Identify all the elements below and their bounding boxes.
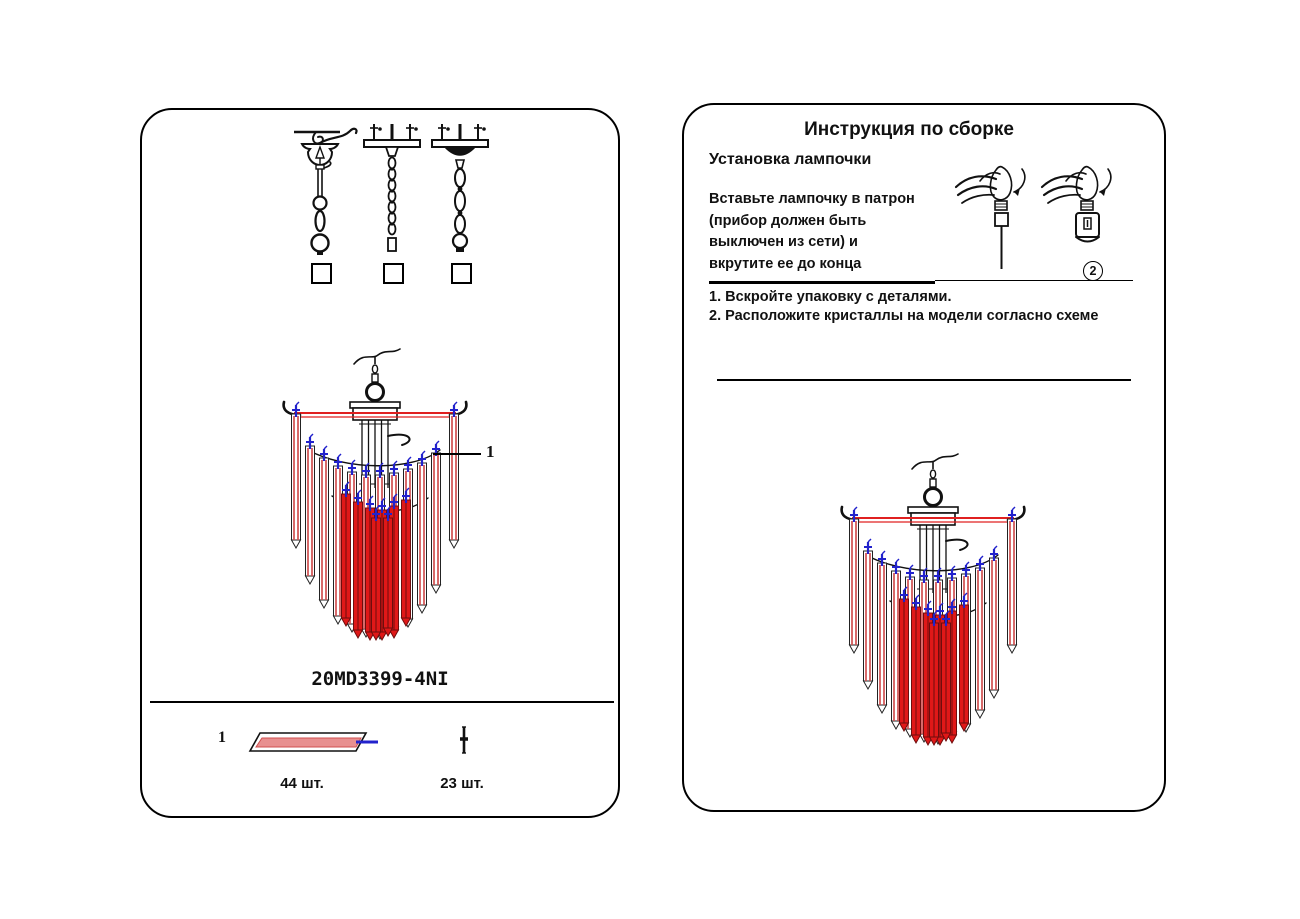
bracket-dome-chain-mount-illustration bbox=[420, 116, 500, 258]
right-page-panel bbox=[682, 103, 1166, 812]
insert-bulb-hand-illustration bbox=[950, 161, 1040, 279]
paragraph-line: Вставьте лампочку в патрон bbox=[709, 191, 915, 207]
figure-step-2-marker: 2 bbox=[1083, 261, 1103, 281]
section-heading: Установка лампочки bbox=[709, 151, 872, 168]
pin-part-illustration bbox=[454, 721, 474, 759]
paragraph-line: выключен из сети) и bbox=[709, 234, 858, 250]
parts-divider-line bbox=[150, 701, 614, 703]
screw-bulb-hand-illustration bbox=[1036, 161, 1126, 279]
instruction-paragraph bbox=[709, 189, 959, 275]
chandelier-diagram bbox=[274, 348, 474, 648]
hook-canopy-mount-illustration bbox=[280, 116, 360, 258]
mount-option-checkbox-2 bbox=[383, 263, 404, 284]
page-title: Инструкция по сборке bbox=[804, 119, 1014, 140]
assembly-step: 1. Вскройте упаковку с деталями. bbox=[709, 289, 952, 305]
paragraph-line: (прибор должен быть bbox=[709, 212, 867, 229]
scheme-divider-line bbox=[717, 379, 1131, 381]
model-number: 20MD3399-4NI bbox=[311, 668, 449, 690]
section-divider-left bbox=[709, 281, 935, 284]
assembly-step: 2. Расположите кристаллы на модели согласно схеме bbox=[709, 307, 1099, 324]
mount-option-checkbox-3 bbox=[451, 263, 472, 284]
part-ref-label: 1 bbox=[218, 729, 226, 746]
part-quantity-1: 44 шт. bbox=[280, 775, 324, 792]
crystal-strip-part-illustration bbox=[244, 723, 384, 759]
section-divider-right bbox=[935, 280, 1133, 282]
part-quantity-2: 23 шт. bbox=[440, 775, 484, 792]
mount-option-checkbox-1 bbox=[311, 263, 332, 284]
assembly-steps bbox=[709, 288, 1113, 325]
left-page-panel bbox=[140, 108, 620, 818]
callout-label: 1 bbox=[486, 442, 495, 461]
chandelier-diagram bbox=[832, 453, 1032, 753]
callout-leader-line bbox=[433, 453, 481, 455]
paragraph-line: вкрутите ее до конца bbox=[709, 255, 862, 272]
